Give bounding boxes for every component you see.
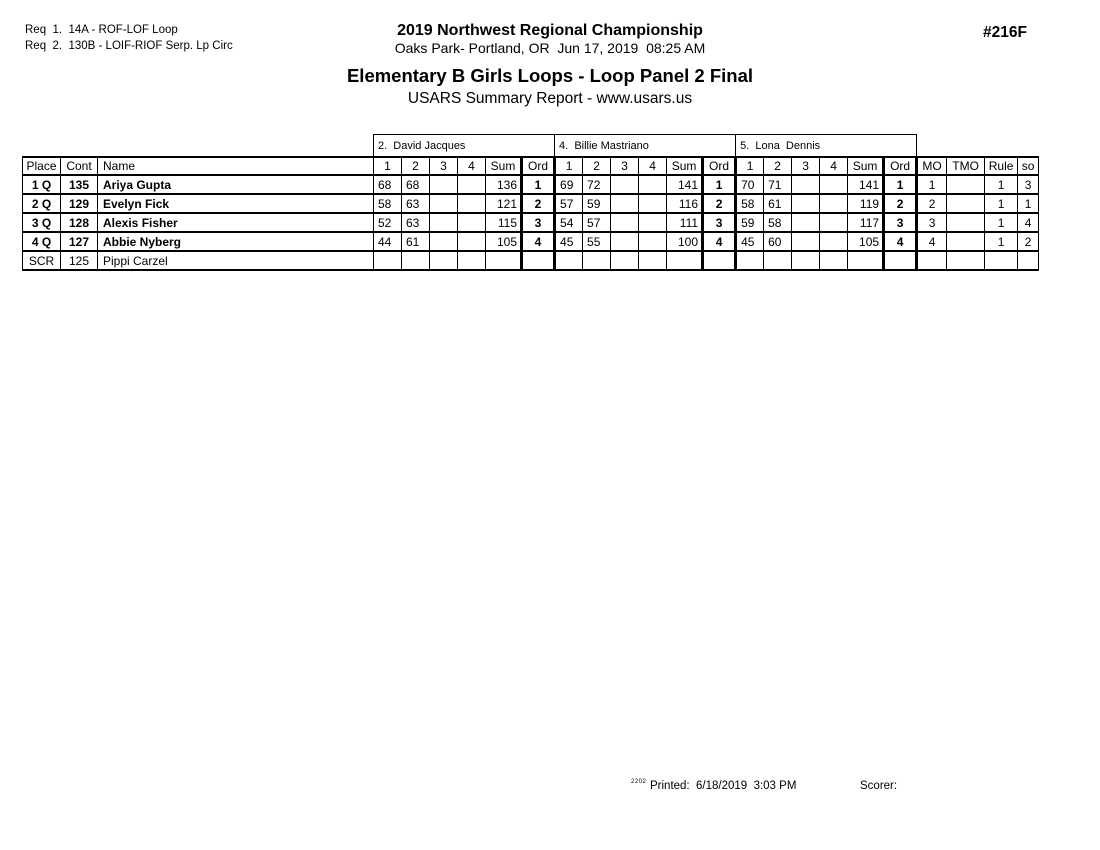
venue-date-line: Oaks Park- Portland, OR Jun 17, 2019 08:25 AM bbox=[394, 40, 706, 56]
scorer-label: Scorer: bbox=[860, 780, 898, 792]
j2-score-cell: 54 bbox=[555, 213, 583, 232]
j1-ord-cell: 4 bbox=[522, 232, 555, 251]
j2-ord-cell: 2 bbox=[703, 194, 736, 213]
report-header bbox=[0, 21, 1100, 110]
j2-score-cell bbox=[639, 251, 667, 270]
tmo-cell bbox=[947, 194, 985, 213]
j2-score-cell bbox=[583, 251, 611, 270]
j3-sum-cell: 105 bbox=[848, 232, 884, 251]
header-j2-sum: Sum bbox=[667, 157, 703, 175]
j2-score-cell: 57 bbox=[583, 213, 611, 232]
j3-score-cell: 71 bbox=[764, 175, 792, 194]
j1-score-cell: 63 bbox=[402, 194, 430, 213]
header-j2-ord: Ord bbox=[703, 157, 736, 175]
place-cell: SCR bbox=[23, 251, 61, 270]
j3-score-cell bbox=[792, 232, 820, 251]
header-rule: Rule bbox=[985, 157, 1018, 175]
j1-score-cell bbox=[430, 251, 458, 270]
j3-score-cell bbox=[736, 251, 764, 270]
j1-sum-cell: 121 bbox=[486, 194, 522, 213]
table-row-scratched bbox=[23, 251, 1039, 270]
header-j1-trial4: 4 bbox=[458, 157, 486, 175]
requirement-line-1: Req 1. 14A - ROF-LOF Loop bbox=[25, 24, 178, 36]
j3-score-cell bbox=[820, 251, 848, 270]
j3-ord-cell bbox=[884, 251, 917, 270]
j2-score-cell bbox=[611, 251, 639, 270]
j3-score-cell bbox=[792, 194, 820, 213]
j1-sum-cell: 136 bbox=[486, 175, 522, 194]
j3-score-cell: 58 bbox=[764, 213, 792, 232]
table-row bbox=[23, 194, 1039, 213]
cont-cell: 127 bbox=[61, 232, 98, 251]
j2-score-cell: 45 bbox=[555, 232, 583, 251]
j2-score-cell bbox=[611, 213, 639, 232]
event-number: #216F bbox=[983, 24, 1027, 41]
j3-score-cell: 59 bbox=[736, 213, 764, 232]
j2-sum-cell: 100 bbox=[667, 232, 703, 251]
j1-score-cell bbox=[402, 251, 430, 270]
j1-score-cell bbox=[430, 232, 458, 251]
j3-score-cell bbox=[820, 213, 848, 232]
j2-score-cell bbox=[639, 232, 667, 251]
j3-sum-cell: 119 bbox=[848, 194, 884, 213]
j3-sum-cell bbox=[848, 251, 884, 270]
j2-score-cell bbox=[639, 175, 667, 194]
j2-score-cell: 59 bbox=[583, 194, 611, 213]
judge-3-name: 5. Lona Dennis bbox=[736, 135, 917, 158]
j2-ord-cell: 3 bbox=[703, 213, 736, 232]
header-tmo: TMO bbox=[947, 157, 985, 175]
mo-cell: 3 bbox=[917, 213, 947, 232]
j3-score-cell bbox=[792, 213, 820, 232]
tmo-cell bbox=[947, 175, 985, 194]
j1-score-cell bbox=[458, 213, 486, 232]
j2-score-cell: 72 bbox=[583, 175, 611, 194]
j3-ord-cell: 2 bbox=[884, 194, 917, 213]
table-row bbox=[23, 213, 1039, 232]
j1-score-cell: 68 bbox=[402, 175, 430, 194]
j1-score-cell bbox=[458, 251, 486, 270]
header-j3-trial2: 2 bbox=[764, 157, 792, 175]
j2-score-cell bbox=[639, 213, 667, 232]
tmo-cell bbox=[947, 251, 985, 270]
so-cell: 3 bbox=[1018, 175, 1039, 194]
event-title: Elementary B Girls Loops - Loop Panel 2 Final bbox=[346, 65, 754, 86]
table-row bbox=[23, 232, 1039, 251]
j1-score-cell: 68 bbox=[374, 175, 402, 194]
j2-score-cell: 57 bbox=[555, 194, 583, 213]
printed-timestamp: Printed: 6/18/2019 3:03 PM bbox=[650, 780, 797, 792]
header-j1-trial3: 3 bbox=[430, 157, 458, 175]
rule-cell: 1 bbox=[985, 232, 1018, 251]
header-j2-trial1: 1 bbox=[555, 157, 583, 175]
j1-score-cell: 63 bbox=[402, 213, 430, 232]
j3-score-cell bbox=[820, 194, 848, 213]
place-cell: 4 Q bbox=[23, 232, 61, 251]
place-cell: 1 Q bbox=[23, 175, 61, 194]
header-j1-ord: Ord bbox=[522, 157, 555, 175]
j1-score-cell bbox=[430, 175, 458, 194]
j3-sum-cell: 117 bbox=[848, 213, 884, 232]
championship-title: 2019 Northwest Regional Championship bbox=[397, 22, 703, 39]
cont-cell: 135 bbox=[61, 175, 98, 194]
mo-cell: 4 bbox=[917, 232, 947, 251]
j2-score-cell bbox=[611, 232, 639, 251]
j2-score-cell: 69 bbox=[555, 175, 583, 194]
rule-cell: 1 bbox=[985, 194, 1018, 213]
header-j3-ord: Ord bbox=[884, 157, 917, 175]
j1-sum-cell: 115 bbox=[486, 213, 522, 232]
column-header-row bbox=[23, 157, 1039, 175]
j3-score-cell: 58 bbox=[736, 194, 764, 213]
j1-ord-cell: 2 bbox=[522, 194, 555, 213]
header-cont: Cont bbox=[61, 157, 98, 175]
header-j2-trial3: 3 bbox=[611, 157, 639, 175]
j2-sum-cell: 116 bbox=[667, 194, 703, 213]
j3-ord-cell: 1 bbox=[884, 175, 917, 194]
tmo-cell bbox=[947, 213, 985, 232]
header-j1-trial2: 2 bbox=[402, 157, 430, 175]
place-cell: 2 Q bbox=[23, 194, 61, 213]
j2-score-cell bbox=[555, 251, 583, 270]
judge-header-row bbox=[23, 135, 1039, 158]
requirement-line-2: Req 2. 130B - LOIF-RIOF Serp. Lp Circ bbox=[25, 39, 233, 52]
header-name: Name bbox=[98, 157, 374, 175]
so-cell: 1 bbox=[1018, 194, 1039, 213]
j1-ord-cell: 3 bbox=[522, 213, 555, 232]
header-so: so bbox=[1018, 157, 1039, 175]
j2-sum-cell: 111 bbox=[667, 213, 703, 232]
header-j3-trial3: 3 bbox=[792, 157, 820, 175]
header-j2-trial2: 2 bbox=[583, 157, 611, 175]
name-cell: Abbie Nyberg bbox=[98, 232, 374, 251]
j1-score-cell: 44 bbox=[374, 232, 402, 251]
j3-score-cell: 45 bbox=[736, 232, 764, 251]
judge-2-name: 4. Billie Mastriano bbox=[555, 135, 736, 158]
j1-score-cell bbox=[458, 194, 486, 213]
header-j3-trial4: 4 bbox=[820, 157, 848, 175]
mo-cell bbox=[917, 251, 947, 270]
report-type-line: USARS Summary Report - www.usars.us bbox=[407, 90, 693, 107]
header-mo: MO bbox=[917, 157, 947, 175]
j1-score-cell bbox=[458, 232, 486, 251]
j3-score-cell: 61 bbox=[764, 194, 792, 213]
so-cell: 2 bbox=[1018, 232, 1039, 251]
j3-sum-cell: 141 bbox=[848, 175, 884, 194]
name-cell: Alexis Fisher bbox=[98, 213, 374, 232]
rule-cell: 1 bbox=[985, 213, 1018, 232]
j2-ord-cell: 1 bbox=[703, 175, 736, 194]
j2-ord-cell bbox=[703, 251, 736, 270]
cont-cell: 128 bbox=[61, 213, 98, 232]
cont-cell: 129 bbox=[61, 194, 98, 213]
header-place: Place bbox=[23, 157, 61, 175]
j3-score-cell bbox=[820, 175, 848, 194]
name-cell: Ariya Gupta bbox=[98, 175, 374, 194]
header-j1-trial1: 1 bbox=[374, 157, 402, 175]
j3-ord-cell: 4 bbox=[884, 232, 917, 251]
j2-score-cell bbox=[611, 194, 639, 213]
name-cell: Evelyn Fick bbox=[98, 194, 374, 213]
rule-cell bbox=[985, 251, 1018, 270]
j2-sum-cell: 141 bbox=[667, 175, 703, 194]
mo-cell: 2 bbox=[917, 194, 947, 213]
judge-row-spacer-right bbox=[917, 135, 1039, 158]
header-j3-sum: Sum bbox=[848, 157, 884, 175]
header-j2-trial4: 4 bbox=[639, 157, 667, 175]
tmo-cell bbox=[947, 232, 985, 251]
j3-score-cell: 70 bbox=[736, 175, 764, 194]
footer-code: 2202 bbox=[631, 779, 647, 785]
j1-ord-cell bbox=[522, 251, 555, 270]
j2-sum-cell bbox=[667, 251, 703, 270]
j1-sum-cell bbox=[486, 251, 522, 270]
name-cell: Pippi Carzel bbox=[98, 251, 374, 270]
results-table bbox=[22, 134, 1039, 271]
table-row bbox=[23, 175, 1039, 194]
j2-score-cell bbox=[639, 194, 667, 213]
j3-score-cell bbox=[792, 251, 820, 270]
j2-ord-cell: 4 bbox=[703, 232, 736, 251]
cont-cell: 125 bbox=[61, 251, 98, 270]
j3-score-cell bbox=[820, 232, 848, 251]
header-j1-sum: Sum bbox=[486, 157, 522, 175]
j1-score-cell bbox=[374, 251, 402, 270]
j2-score-cell: 55 bbox=[583, 232, 611, 251]
j3-ord-cell: 3 bbox=[884, 213, 917, 232]
j1-score-cell: 58 bbox=[374, 194, 402, 213]
rule-cell: 1 bbox=[985, 175, 1018, 194]
j3-score-cell: 60 bbox=[764, 232, 792, 251]
j1-ord-cell: 1 bbox=[522, 175, 555, 194]
j2-score-cell bbox=[611, 175, 639, 194]
j1-score-cell bbox=[430, 213, 458, 232]
judge-1-name: 2. David Jacques bbox=[374, 135, 555, 158]
mo-cell: 1 bbox=[917, 175, 947, 194]
j1-score-cell: 61 bbox=[402, 232, 430, 251]
judge-row-spacer-left bbox=[23, 135, 374, 158]
j3-score-cell bbox=[792, 175, 820, 194]
j1-sum-cell: 105 bbox=[486, 232, 522, 251]
j1-score-cell: 52 bbox=[374, 213, 402, 232]
header-j3-trial1: 1 bbox=[736, 157, 764, 175]
so-cell bbox=[1018, 251, 1039, 270]
j1-score-cell bbox=[430, 194, 458, 213]
so-cell: 4 bbox=[1018, 213, 1039, 232]
j3-score-cell bbox=[764, 251, 792, 270]
j1-score-cell bbox=[458, 175, 486, 194]
place-cell: 3 Q bbox=[23, 213, 61, 232]
